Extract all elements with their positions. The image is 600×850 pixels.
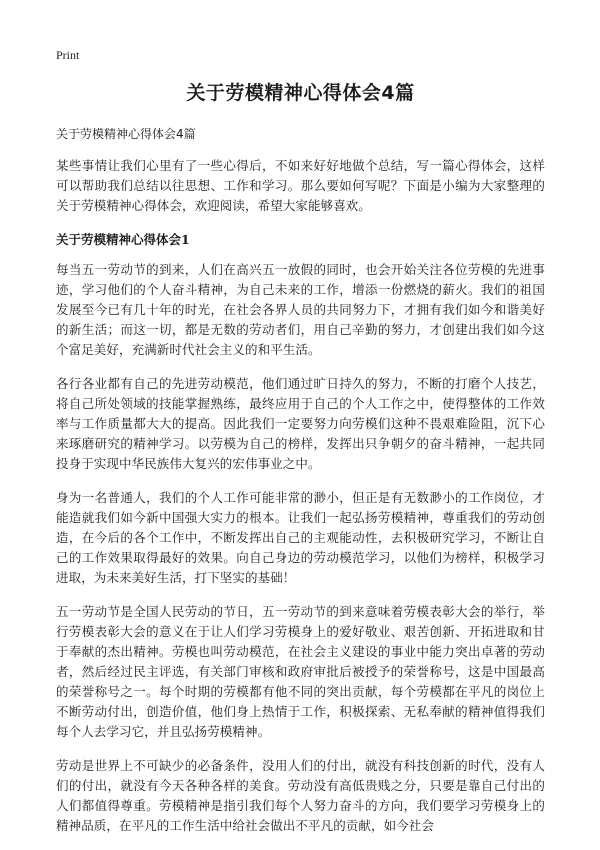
print-link[interactable]: Print: [56, 48, 80, 62]
body-paragraph: 每当五一劳动节的到来，人们在高兴五一放假的同时，也会开始关注各位劳模的先进事迹，学习他们的个人奋斗精神，为自己未来的工作，增添一份燃烧的薪火。我们的祖国发展至今已有几十年的时光，在社会各界人员的共同努力下，才拥有我们如今和谐美好的新生活；而这一切，都是无数的劳动者们，用自己辛勤的努力，才创建出我们如今这个富足美好，充满新时代社会主义的和平生活。: [56, 262, 545, 357]
body-paragraph: 劳动是世界上不可缺少的必备条件，没用人们的付出，就没有科技创新的时代，没有人们的付出，就没有今天各种各样的美食。劳动没有高低贵贱之分，只要是靠自己付出的人们都值得尊重。劳模精神是指引我们每个人努力奋斗的方向，我们要学习劳模身上的精神品质，在平凡的工作生活中给社会做出不平凡的贡献，如今社会: [56, 758, 545, 833]
body-paragraph: 各行各业都有自己的先进劳动模范，他们通过旷日持久的努力，不断的打磨个人技艺，将自己所处领域的技能掌握熟练，最终应用于自己的个人工作之中，使得整体的工作效率与工作质量都大大的提高。因此我们一定要努力向劳模们这种不畏艰难险阻，沉下心来琢磨研究的精神学习。以劳模为自己的榜样，发挥出只争朝夕的奋斗精神，一起共同投身于实现中华民族伟大复兴的宏伟事业之中。: [56, 376, 545, 471]
page-title: 关于劳模精神心得体会4篇: [186, 82, 415, 104]
intro-paragraph: 某些事情让我们心里有了一些心得后，不如来好好地做个总结，写一篇心得体会，这样可以帮助我们总结以往思想、工作和学习。那么要如何写呢？下面是小编为大家整理的关于劳模精神心得体会，欢迎阅读，希望大家能够喜欢。: [56, 158, 545, 213]
document-subtitle: 关于劳模精神心得体会4篇: [56, 127, 196, 141]
body-paragraph: 五一劳动节是全国人民劳动的节日，五一劳动节的到来意味着劳模表彰大会的举行，举行劳模表彰大会的意义在于让人们学习劳模身上的爱好敬业、艰苦创新、开拓进取和甘于奉献的杰出精神。劳模也叫劳动模范，在社会主义建设的事业中能力突出卓著的劳动者，然后经过民主评选，有关部门审核和政府审批后被授予的荣誉称号，这是中国最高的荣誉称号之一。每个时期的劳模都有他不同的突出贡献，每个劳模都在平凡的岗位上不断劳动付出，创造价值，他们身上热情于工作，积极探索、无私奉献的精神值得我们每个人去学习它，并且弘扬劳模精神。: [56, 604, 545, 739]
body-paragraph: 身为一名普通人，我们的个人工作可能非常的渺小，但正是有无数渺小的工作岗位，才能造就我们如今新中国强大实力的根本。让我们一起弘扬劳模精神，尊重我们的劳动创造，在今后的各个工作中，不断发挥出自己的主观能动性，去积极研究学习，不断让自己的工作效果取得最好的效果。向自己身边的劳动模范学习，以他们为榜样，积极学习进取，为未来美好生活，打下坚实的基础！: [56, 490, 545, 585]
section-heading: 关于劳模精神心得体会1: [56, 232, 190, 247]
document-page: [56, 78, 545, 850]
